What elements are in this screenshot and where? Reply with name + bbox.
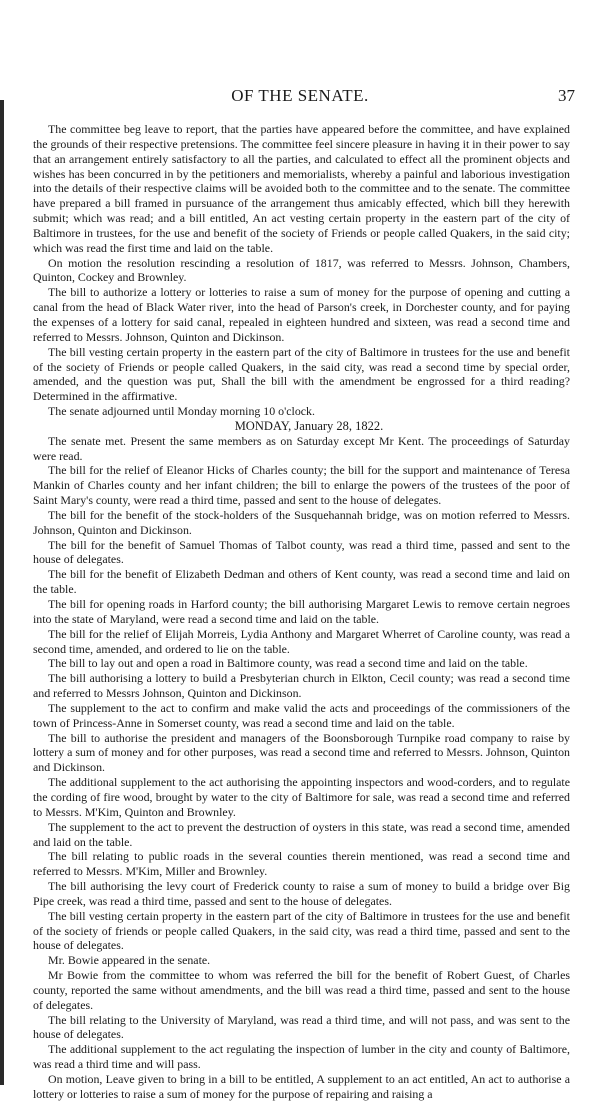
proceedings-saturday: [33, 122, 570, 419]
running-title: OF THE SENATE.: [231, 86, 369, 105]
proceedings-monday: [33, 434, 570, 1102]
paragraph: The senate met. Present the same members as on Saturday except Mr Kent. The proceedings of Saturday were read.: [33, 433, 570, 463]
paragraph: On motion, Leave given to bring in a bill to be entitled, A supplement to an act entitled, An act to authorise a lottery or lotteries to raise a sum of money for the purpose of repairing and raising a: [33, 1072, 570, 1101]
paragraph: The committee beg leave to report, that the parties have appeared before the committee, and have explained the grounds of their respective pretensions. The committee feel sincere pleasure in having it in their power to say that an arrangement entirely satisfactory to all the parties, and calculated to effect all the prominent objects and wishes has been concurred in by the petitioners and memorialists, whereby a painful and laborious investigation into the details of their respective claims will be avoided both to the committee and to the senate. The committee have prepared a bill framed in pursuance of the arrangement thus amicably effected, which bill they herewith submit; which was read; and a bill entitled, An act vesting certain property in the eastern part of the city of Baltimore in trustees, for the use and benefit of the society of Friends or people called Quakers, in the said city; which was read the first time and laid on the table.: [33, 122, 571, 255]
paragraph: The bill vesting certain property in the eastern part of the city of Baltimore in trustees for the use and benefit of the society of friends or people called Quakers, in the said city, was read a third time, passed and sent to the house of delegates.: [33, 908, 570, 953]
paragraph: On motion the resolution rescinding a resolution of 1817, was referred to Messrs. Johnson, Chambers, Quinton, Cockey and Brownley.: [33, 255, 570, 285]
paragraph: The bill for the relief of Elijah Morreis, Lydia Anthony and Margaret Wherret of Caroline county, was read a second time, amended, and ordered to lie on the table.: [33, 626, 570, 656]
paragraph: The bill vesting certain property in the eastern part of the city of Baltimore in trustees for the use and benefit of the society of Friends or people called Quakers, in the said city, was read a second time by special order, amended, and the question was put, Shall the bill with the amendment be engrossed for a third reading? Determined in the affirmative.: [33, 344, 570, 404]
paragraph: The bill for the benefit of Elizabeth Dedman and others of Kent county, was read a second time and laid on the table.: [33, 567, 570, 597]
paragraph: The senate adjourned until Monday morning 10 o'clock.: [48, 404, 315, 419]
paragraph: The bill authorising the levy court of Frederick county to raise a sum of money to build a bridge over Big Pipe creek, was read a third time, passed and sent to the house of delegates.: [33, 879, 570, 908]
paragraph: The bill for the relief of Eleanor Hicks of Charles county; the bill for the support and maintenance of Teresa Mankin of Charles county and her infant children; the bill to enlarge the powers of the trustees of the poor of Saint Mary's county, were read a third time, passed and sent to the house of delegates.: [33, 463, 570, 508]
paragraph: Mr. Bowie appeared in the senate.: [48, 953, 211, 968]
paragraph: The bill for the benefit of Samuel Thomas of Talbot county, was read a third time, passed and sent to the house of delegates.: [33, 537, 570, 567]
paragraph: The bill to lay out and open a road in Baltimore county, was read a second time and laid on the table.: [48, 656, 528, 671]
paragraph: The bill for opening roads in Harford county; the bill authorising Margaret Lewis to remove certain negroes into the state of Maryland, were read a second time and laid on the table.: [33, 597, 570, 626]
date-heading: MONDAY, January 28, 1822.: [234, 418, 384, 433]
paragraph: The supplement to the act to prevent the destruction of oysters in this state, was read a second time, amended and laid on the table.: [33, 819, 570, 849]
paragraph: The bill to authorise the president and managers of the Boonsborough Turnpike road company to raise by lottery a sum of money and for other purposes, was read a second time and referred to Messrs. Johnson, Quinton and Dickinson.: [33, 730, 570, 775]
page-body: [33, 122, 570, 1102]
paragraph: Mr Bowie from the committee to whom was referred the bill for the benefit of Robert Guest, of Charles county, reported the same without amendments, and the bill was read a third time, passed and sent to the house of delegates.: [33, 968, 570, 1012]
page-header: [0, 86, 600, 108]
paragraph: The bill to authorize a lottery or lotteries to raise a sum of money for the purpose of opening and cutting a canal from the head of Black Water river, into the head of Parson's creek, in Dorchester county, and for paying the expenses of a lottery for said canal, repealed in eighteen hundred and sixteen, was read a second time and referred to Messrs. Johnson, Quinton and Dickinson.: [33, 285, 570, 344]
paragraph: The bill authorising a lottery to build a Presbyterian church in Elkton, Cecil county; was read a second time and referred to Messrs Johnson, Quinton and Dickinson.: [33, 671, 570, 701]
paragraph: The additional supplement to the act authorising the appointing inspectors and wood-corders, and to regulate the cording of fire wood, brought by water to the city of Baltimore for sale, was read a second time and referred to Messrs. M'Kim, Quinton and Brownley.: [33, 775, 570, 819]
page-binding-edge: [0, 100, 4, 1085]
paragraph: The bill relating to public roads in the several counties therein mentioned, was read a second time and referred to Messrs. M'Kim, Miller and Brownley.: [33, 849, 570, 879]
paragraph: The supplement to the act to confirm and make valid the acts and proceedings of the commissioners of the town of Princess-Anne in Somerset county, was read a second time and laid on the table.: [33, 700, 570, 730]
paragraph: The additional supplement to the act regulating the inspection of lumber in the city and county of Baltimore, was read a third time and will pass.: [33, 1042, 570, 1072]
paragraph: The bill relating to the University of Maryland, was read a third time, and will not pass, and was sent to the house of delegates.: [33, 1012, 570, 1042]
paragraph: The bill for the benefit of the stock-holders of the Susquehannah bridge, was on motion referred to Messrs. Johnson, Quinton and Dickinson.: [33, 507, 570, 537]
page-number: 37: [558, 86, 575, 105]
